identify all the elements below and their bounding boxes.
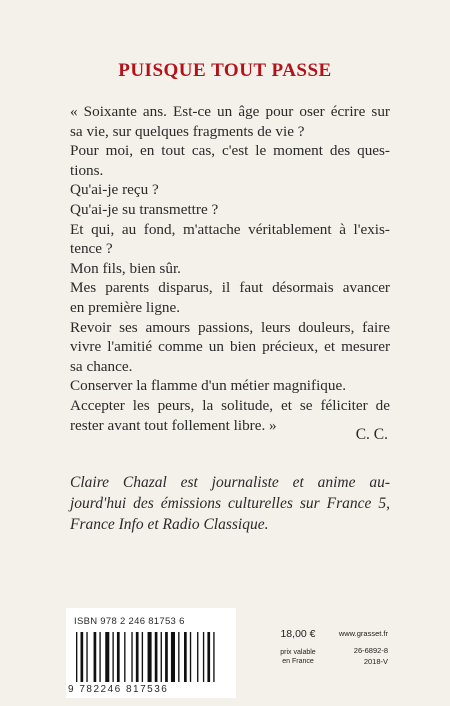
barcode-label <box>66 608 236 698</box>
quote-line: Mon fils, bien sûr. <box>70 259 181 277</box>
quote-line: sa vie, sur quelques fragments de vie ? <box>70 122 305 140</box>
quote-line: tence ? <box>70 240 113 258</box>
quote-line: Et qui, au fond, m'attache véritablement à l'exis- <box>70 220 390 238</box>
bio-line: Claire Chazal est journaliste et anime au- <box>70 474 390 491</box>
publisher-code: 26-6892-8 <box>353 646 388 655</box>
price-block <box>268 628 328 666</box>
quote-line: Qu'ai-je reçu ? <box>70 181 159 199</box>
quote-line: Pour moi, en tout cas, c'est le moment des ques- <box>70 142 390 160</box>
publisher-url: www.grasset.fr <box>338 629 388 638</box>
quote-line: rester avant tout follement libre. » <box>70 416 277 434</box>
quote-line: Conserver la flamme d'un métier magnifique. <box>70 377 347 395</box>
price-note: prix valable <box>280 649 316 656</box>
bio-line: jourd'hui des émissions culturelles sur France 5, <box>70 495 390 512</box>
quote-line: tions. <box>70 161 104 179</box>
publisher-block <box>339 628 388 667</box>
isbn-number: ISBN 978 2 246 81753 6 <box>74 616 185 627</box>
quote-line: « Soixante ans. Est-ce un âge pour oser écrire sur <box>70 103 390 120</box>
quote-line: Qu'ai-je su transmettre ? <box>70 200 219 218</box>
barcode-digits: 9 782246 817536 <box>68 684 169 695</box>
signature: C. C. <box>355 426 388 443</box>
author-bio <box>70 472 390 535</box>
bio-line: France Info et Radio Classique. <box>70 516 269 533</box>
quote-line: en première ligne. <box>70 298 181 316</box>
quote-line: Revoir ses amours passions, leurs douleurs, faire <box>70 318 390 336</box>
quote-line: Accepter les peurs, la solitude, et se féliciter de <box>70 396 390 414</box>
back-cover-quote <box>70 102 390 435</box>
quote-line: vivre l'amitié comme un bien précieux, et mesurer <box>70 338 390 356</box>
barcode-bars-icon <box>74 632 228 682</box>
publisher-edition: 2018-V <box>363 657 388 666</box>
price-amount: 18,00 € <box>280 628 316 640</box>
price-note: en France <box>282 658 314 665</box>
book-title: PUISQUE TOUT PASSE <box>118 60 332 81</box>
quote-line: sa chance. <box>70 357 133 375</box>
quote-line: Mes parents disparus, il faut désormais avancer <box>70 279 390 297</box>
